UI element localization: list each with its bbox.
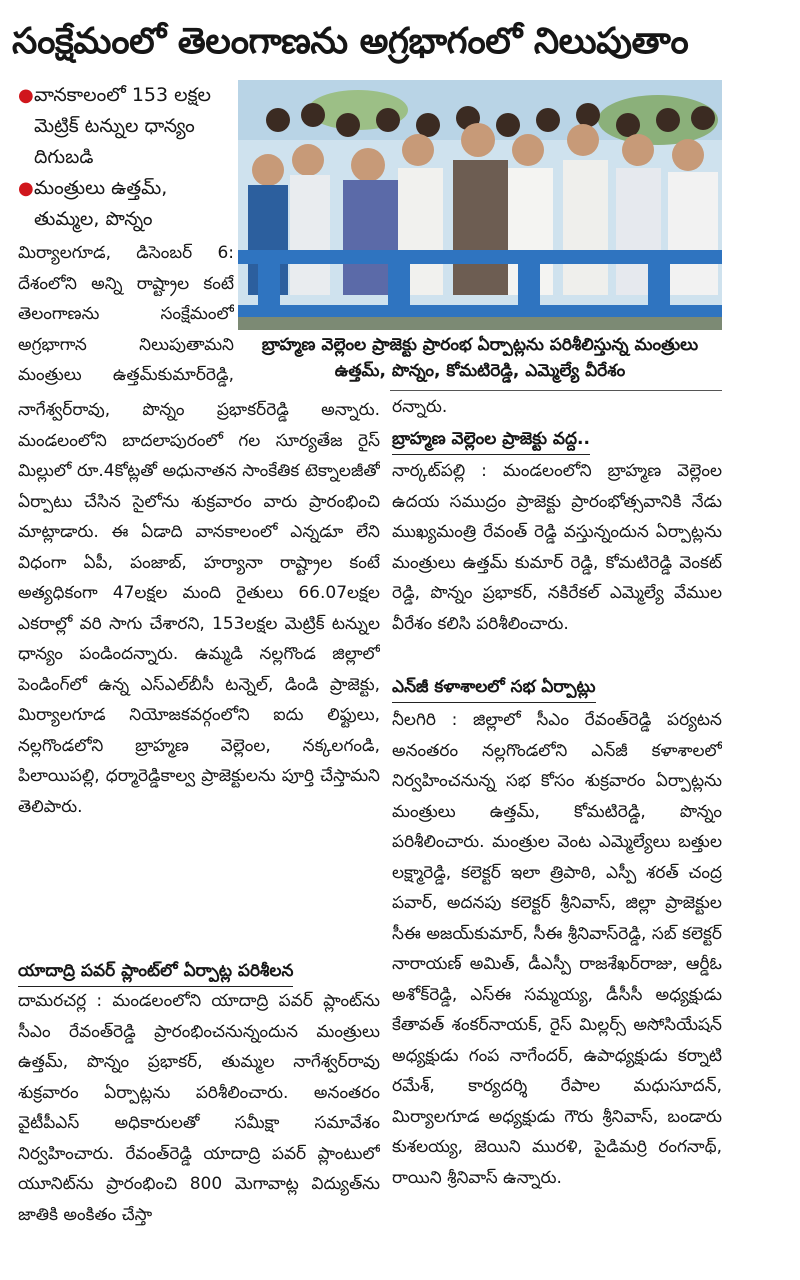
meeting-text: నీలగిరి : జిల్లాలో సీఎం రేవంత్‌రెడ్డి పర్యటన అనంతరం నల్లగొండలోని ఎన్‌జీ కళాశాలలో నిర్వహించనున్న సభ కోసం శుక్రవారం ఏర్పాట్లను మంత్రులు ఉత్తమ్, కోమటిరెడ్డి, పొన్నం పరిశీలించారు. మంత్రుల వెంట ఎమ్మెల్యేలు బత్తుల లక్ష్మారెడ్డి, కలెక్టర్ ఇలా త్రిపాఠి, ఎస్పీ శరత్ చంద్ర పవార్, అదనపు కలెక్టర్ శ్రీనివాస్, జిల్లా ప్రాజెక్టుల సీఈ అజయ్‌కుమార్, సీఈ శ్రీనివాస్‌రెడ్డి, సబ్ కలెక్టర్ నారాయణ్ అమిత్, డీఎస్పీ రాజశేఖర్‌రాజు, ఆర్డీఓ అశోక్‌రెడ్డి, ఎస్ఈ సమ్మయ్య, డీసీసీ అధ్యక్షుడు కేతావత్ శంకర్‌నాయక్, రైస్ మిల్లర్స్ అసోసియేషన్ అధ్యక్షుడు గంప నాగేందర్, ఉపాధ్యక్షుడు కర్నాటి రమేశ్, కార్యదర్శి రేపాల మధుసూదన్, మిర్యాలగూడ అధ్యక్షుడు గౌరు శ్రీనివాస్, బండారు కుశలయ్య, జెయిని మురళి, పైడిమర్రి రంగనాథ్, రాయిని శ్రీనివాస్ ఉన్నారు.: [392, 710, 722, 1188]
power-plant-text: దామరచర్ల : మండలంలోని యాదాద్రి పవర్ ప్లాంట్‌ను సీఎం రేవంత్‌రెడ్డి ప్రారంభించనున్నందున మంత్రులు ఉత్తమ్, పొన్నం ప్రభాకర్, తుమ్మల నాగేశ్వర్‌రావు శుక్రవారం ఏర్పాట్లను పరిశీలించారు. అనంతరం వైటీపీఎస్ అధికారులతో సమీక్షా సమావేశం నిర్వహించారు. రేవంత్‌రెడ్డి యాదాద్రి పవర్ ప్లాంటులో యూనిట్‌ను ప్రారంభించి 800 మెగావాట్ల విద్యుత్‌ను జాతికి అంకితం చేస్తా: [18, 991, 380, 1225]
lead-text-body: నాగేశ్వర్‌రావు, పొన్నం ప్రభాకర్‌రెడ్డి అన్నారు. మండలంలోని బాదలాపురంలో గల సూర్యతేజ రైస్ మిల్లులో రూ.4కోట్లతో అధునాతన సాంకేతిక టెక్నాలజీతో ఏర్పాటు చేసిన సైలోను శుక్రవారం వారు ప్రారంభించి మాట్లాడారు. ఈ ఏడాది వానకాలంలో ఎన్నడూ లేని విధంగా ఏపీ, పంజాబ్, హర్యానా రాష్ట్రాల కంటే అత్యధికంగా 47లక్షల మంది రైతులు 66.07లక్షల ఎకరాల్లో వరి సాగు చేశారని, 153లక్షల మెట్రిక్ టన్నుల ధాన్యం పండిందన్నారు. ఉమ్మడి నల్లగొండ జిల్లాలో పెండింగ్‌లో ఉన్న ఎస్ఎల్‌బీసీ టన్నెల్, డిండి ప్రాజెక్టు, మిర్యాలగూడ నియోజకవర్గంలోని ఐదు లిఫ్టులు, నల్లగొండలోని బ్రాహ్మణ వెల్లెంల, నక్కలగండి, పిలాయిపల్లి, ధర్మారెడ్డికాల్వ ప్రాజెక్టులను పూర్తి చేస్తామని తెలిపారు.: [18, 400, 380, 817]
headline: సంక్షేమంలో తెలంగాణను అగ్రభాగంలో నిలుపుతాం: [12, 21, 689, 62]
continued-text: [392, 392, 722, 422]
lead-paragraph-top: [18, 238, 234, 394]
news-photo: [238, 80, 722, 330]
photo-caption: బ్రాహ్మణ వెల్లెంల ప్రాజెక్టు ప్రారంభ ఏర్పాట్లను పరిశీలిస్తున్న మంత్రులు ఉత్తమ్, పొన్నం, కోమటిరెడ్డి, ఎమ్మెల్యే వీరేశం: [261, 335, 699, 381]
highlight-item: [18, 173, 234, 235]
highlight-item: [18, 80, 234, 173]
highlights-list: [18, 80, 234, 235]
lead-paragraph-body: [18, 395, 380, 960]
power-plant-paragraph: [18, 986, 380, 1271]
bullet-icon: ●: [18, 85, 34, 106]
subheading-project: బ్రాహ్మణ వెల్లెంల ప్రాజెక్టు వద్ద..: [392, 424, 590, 455]
project-paragraph: [392, 456, 722, 671]
meeting-paragraph: [392, 705, 722, 1270]
project-text: నార్కట్‌పల్లి : మండలంలోని బ్రాహ్మణ వెల్లెంల ఉదయ సముద్రం ప్రాజెక్టు ప్రారంభోత్సవానికి నేడు ముఖ్యమంత్రి రేవంత్ రెడ్డి వస్తున్నందున ఏర్పాట్లను మంత్రులు ఉత్తమ్ కుమార్ రెడ్డి, కోమటిరెడ్డి వెంకట్ రెడ్డి, పొన్నం ప్రభాకర్, నకిరేకల్ ఎమ్మెల్యే వేముల వీరేశం కలిసి పరిశీలించారు.: [392, 461, 722, 634]
highlight-text: మంత్రులు ఉత్తమ్, తుమ్మల, పొన్నం: [34, 177, 168, 230]
news-photo-illustration: [238, 80, 722, 330]
lead-text-top: మిర్యాలగూడ, డిసెంబర్ 6: దేశంలోని అన్ని రాష్ట్రాల కంటే తెలంగాణను సంక్షేమంలో అగ్రభాగాన నిలుపుతామని మంత్రులు ఉత్తమ్‌కుమార్‌రెడ్డి,: [18, 243, 234, 385]
continued-text-line: రన్నారు.: [392, 397, 448, 417]
highlight-text: వానకాలంలో 153 లక్షల మెట్రిక్ టన్నుల ధాన్యం దిగుబడి: [34, 84, 211, 168]
bullet-icon: ●: [18, 178, 34, 199]
subheading-meeting: ఎన్‌జీ కళాశాలలో సభ ఏర్పాట్లు: [392, 672, 596, 703]
column-divider: [390, 390, 722, 391]
subheading-power-plant: యాదాద్రి పవర్ ప్లాంట్‌లో ఏర్పాట్ల పరిశీలన: [18, 956, 293, 987]
